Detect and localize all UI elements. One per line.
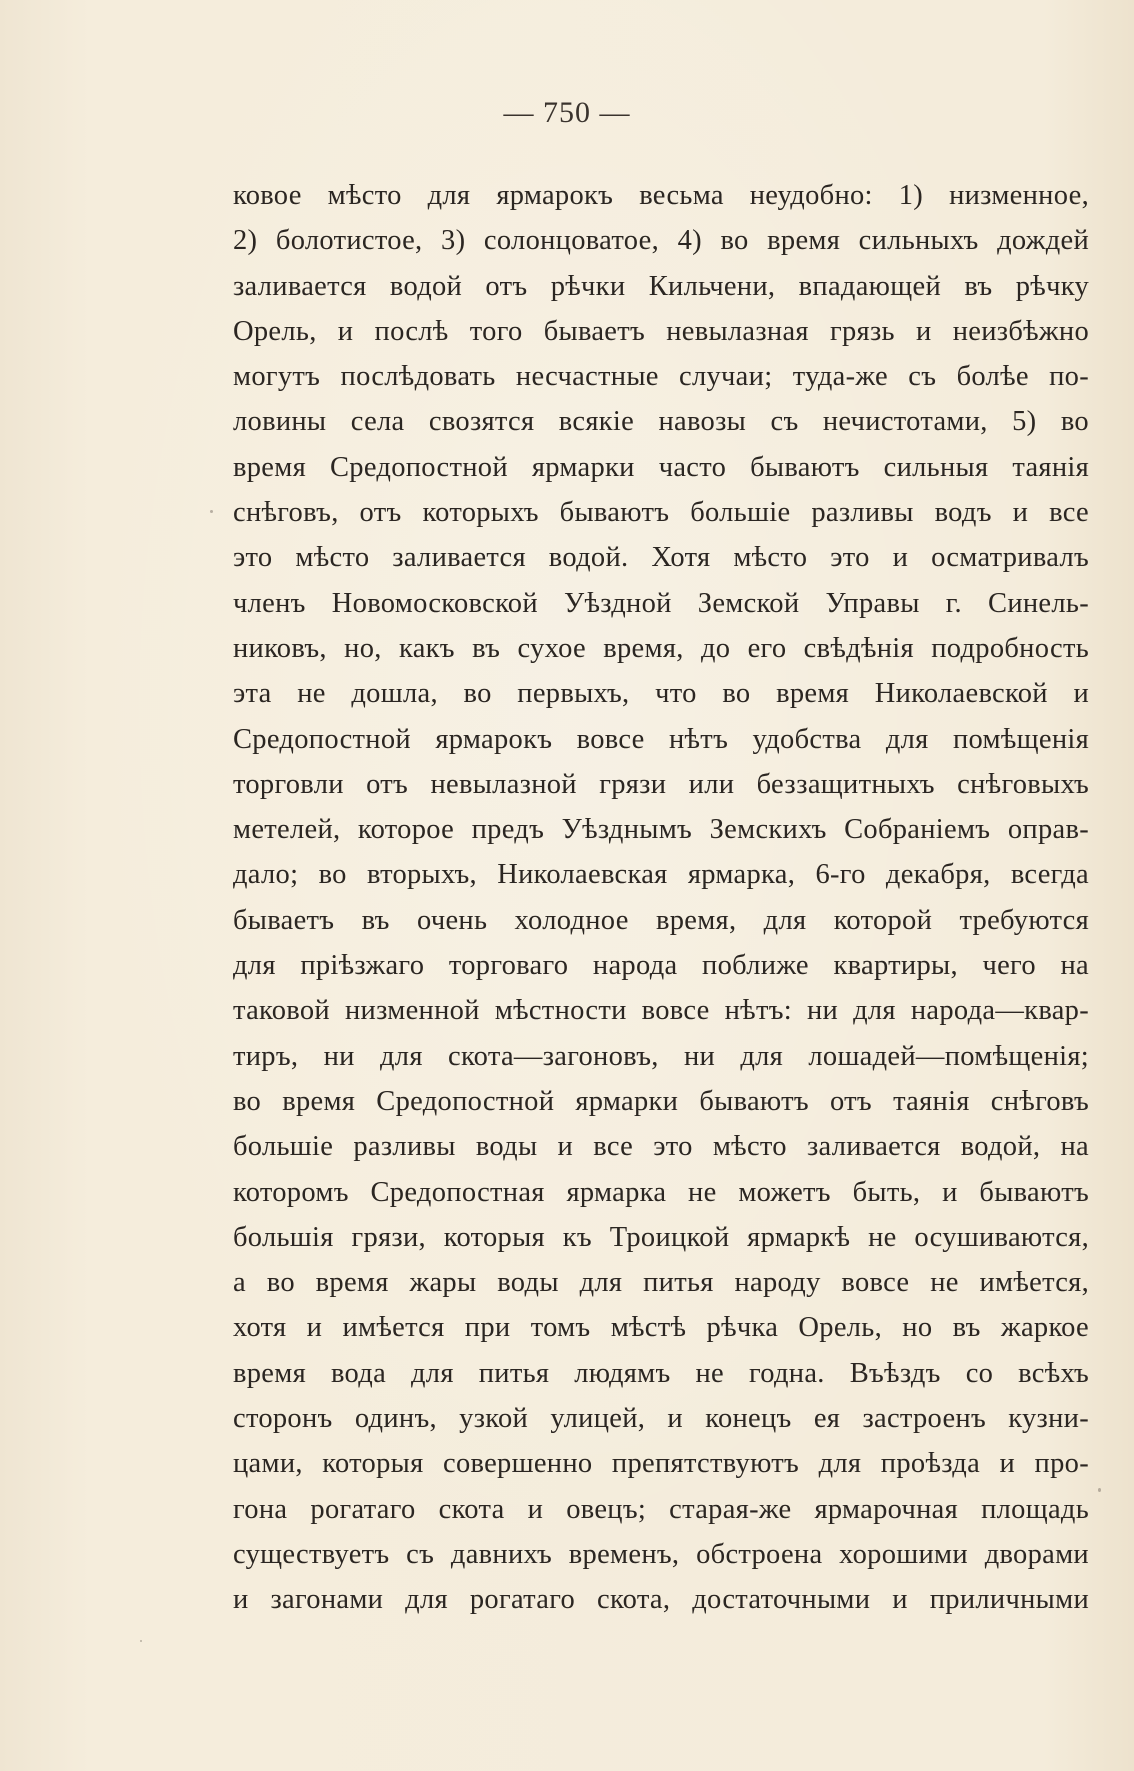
text-line: это мѣсто заливается водой. Хотя мѣсто это и осматривалъ [233,542,1089,574]
text-line: могутъ послѣдовать несчастные случаи; туда-же съ болѣе по- [233,361,1089,393]
text-line: Орель, и послѣ того бываетъ невылазная грязь и неизбѣжно [233,315,1089,347]
text-line: большіе разливы воды и все это мѣсто заливается водой, на [233,1131,1089,1163]
text-line: дало; во вторыхъ, Николаевская ярмарка, 6-го декабря, всегда [233,859,1089,891]
paper-speck [1098,1488,1101,1492]
text-line: бываетъ въ очень холодное время, для которой требуются [233,904,1089,936]
text-line: снѣговъ, отъ которыхъ бываютъ большіе разливы водъ и все [233,497,1089,529]
text-line: ловины села свозятся всякіе навозы съ нечистотами, 5) во [233,406,1089,438]
text-line: Средопостной ярмарокъ вовсе нѣтъ удобства для помѣщенія [233,723,1089,755]
text-line: никовъ, но, какъ въ сухое время, до его свѣдѣнія подробность [233,632,1089,664]
text-line: время Средопостной ярмарки часто бываютъ сильныя таянія [233,451,1089,483]
text-line: сторонъ одинъ, узкой улицей, и конецъ ея застроенъ кузни- [233,1403,1089,1435]
text-line: тиръ, ни для скота—загоновъ, ни для лошадей—помѣщенія; [233,1040,1089,1072]
text-line: членъ Новомосковской Уѣздной Земской Управы г. Синель- [233,587,1089,619]
text-line: и загонами для рогатаго скота, достаточными и приличными [233,1584,1089,1616]
text-line: ковое мѣсто для ярмарокъ весьма неудобно: 1) низменное, [233,180,1089,211]
paper-speck [210,510,213,513]
text-line: 2) болотистое, 3) солонцоватое, 4) во время сильныхъ дождей [233,225,1089,257]
paper-speck [140,1640,142,1642]
text-line: заливается водой отъ рѣчки Кильчени, впадающей въ рѣчку [233,270,1089,302]
text-line: торговли отъ невылазной грязи или беззащитныхъ снѣговыхъ [233,768,1089,800]
text-line: а во время жары воды для питья народу вовсе не имѣется, [233,1267,1089,1299]
text-line: эта не дошла, во первыхъ, что во время Николаевской и [233,678,1089,710]
text-line: большія грязи, которыя къ Троицкой ярмаркѣ не осушиваются, [233,1221,1089,1253]
body-text [233,173,1089,1623]
text-line: во время Средопостной ярмарки бываютъ отъ таянія снѣговъ [233,1085,1089,1117]
text-line: хотя и имѣется при томъ мѣстѣ рѣчка Орель, но въ жаркое [233,1312,1089,1344]
text-line: цами, которыя совершенно препятствуютъ для проѣзда и про- [233,1448,1089,1480]
text-line: для пріѣзжаго торговаго народа поближе квартиры, чего на [233,950,1089,982]
text-line: существуетъ съ давнихъ временъ, обстроена хорошими дворами [233,1538,1089,1570]
text-line: таковой низменной мѣстности вовсе нѣтъ: ни для народа—квар- [233,995,1089,1027]
page-number: — 750 — [503,96,631,129]
text-line: метелей, которое предъ Уѣзднымъ Земскихъ Собраніемъ оправ- [233,814,1089,846]
text-line: время вода для питья людямъ не годна. Въѣздъ со всѣхъ [233,1357,1089,1389]
text-line: гона рогатаго скота и овецъ; старая-же ярмарочная площадь [233,1493,1089,1525]
text-line: которомъ Средопостная ярмарка не можетъ быть, и бываютъ [233,1176,1089,1208]
